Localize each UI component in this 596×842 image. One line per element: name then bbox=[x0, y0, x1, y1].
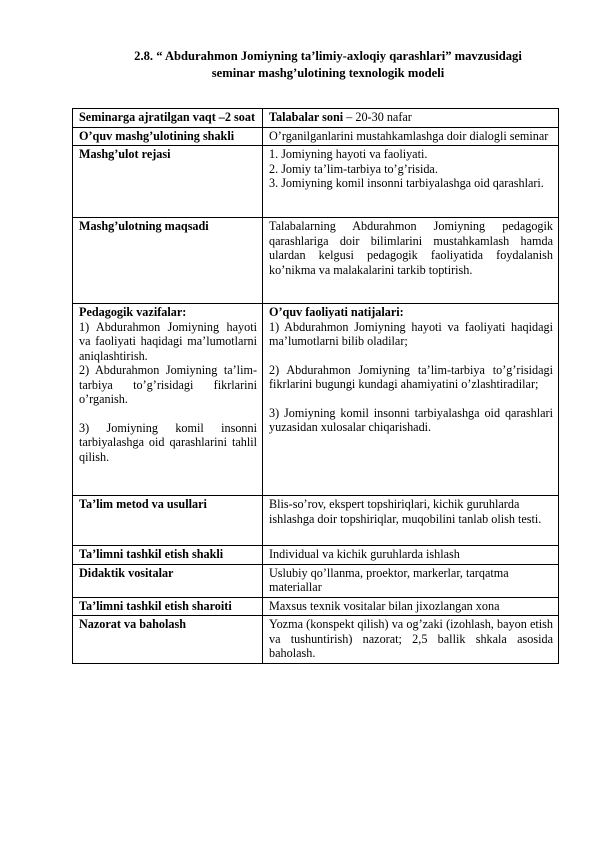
row-label-methods: Ta’lim metod va usullari bbox=[73, 496, 263, 546]
plan-item: 1. Jomiyning hayoti va faoliyati. bbox=[269, 147, 428, 161]
table-row bbox=[73, 496, 559, 546]
outcome-item: 1) Abdurahmon Jomiyning hayoti va faoliyati haqidagi ma’lumotlarni bilib oladilar; bbox=[269, 319, 553, 348]
plan-item: 2. Jomiy ta’lim-tarbiya to’g’risida. bbox=[269, 161, 438, 176]
task-item: 1) Abdurahmon Jomiyning hayoti va faoliyati haqidagi ma’lumotlarni aniqlashtirish. bbox=[79, 319, 257, 363]
task-item: 2) Abdurahmon Jomiyning ta’lim-tarbiya to’g’risidagi fikrlarini o’rganish. bbox=[79, 363, 257, 406]
table-row bbox=[73, 127, 559, 146]
row-value-plan bbox=[263, 146, 559, 218]
row-label-organization: Ta’limni tashkil etish shakli bbox=[73, 546, 263, 565]
pedagogical-tasks-heading: Pedagogik vazifalar: bbox=[79, 305, 187, 319]
pedagogical-tasks-cell bbox=[73, 304, 263, 496]
row-value-conditions: Maxsus texnik vositalar bilan jixozlangan xona bbox=[263, 597, 559, 616]
row-value-methods: Blis-so’rov, ekspert topshiriqlari, kichik guruhlarda ishlashga doir topshiriqlar, muqobilini tanlab olish testi. bbox=[263, 496, 559, 546]
row-value-assessment: Yozma (konspekt qilish) va og’zaki (izohlash, bayon etish va tushuntirish) nazorat; 2,5 ballik shkala asosida baholash. bbox=[263, 616, 559, 664]
title-line-2: seminar mashg’ulotining texnologik modeli bbox=[211, 66, 445, 80]
outcome-item: 3) Jomiyning komil insonni tarbiyalashga oid qarashlari yuzasidan xulosalar chiqarishadi. bbox=[269, 405, 553, 434]
plan-item: 3. Jomiyning komil insonni tarbiyalashga oid qarashlari. bbox=[269, 176, 544, 190]
table-row bbox=[73, 597, 559, 616]
learning-outcomes-cell bbox=[263, 304, 559, 496]
row-value-didactic: Uslubiy qo’llanma, proektor, markerlar, tarqatma materiallar bbox=[263, 564, 559, 597]
row-value-organization: Individual va kichik guruhlarda ishlash bbox=[263, 546, 559, 565]
row-label-conditions: Ta’limni tashkil etish sharoiti bbox=[73, 597, 263, 616]
table-row bbox=[73, 218, 559, 304]
row-value-goal: Talabalarning Abdurahmon Jomiyning pedagogik qarashlariga doir bilimlarini mustahkamlash hamda ulardan kelgusi pedagogik faoliyatida foydalanish ko’nikma va malakalarini tarkib toptirish. bbox=[263, 218, 559, 304]
row-label-didactic: Didaktik vositalar bbox=[73, 564, 263, 597]
row-label-time: Seminarga ajratilgan vaqt –2 soat bbox=[73, 109, 263, 128]
row-label-form: O’quv mashg’ulotining shakli bbox=[73, 127, 263, 146]
table-row bbox=[73, 304, 559, 496]
task-item: 3) Jomiyning komil insonni tarbiyalashga oid qarashlarini tahlil qilish. bbox=[79, 420, 257, 464]
row-value-form: O’rganilganlarini mustahkamlashga doir dialogli seminar bbox=[263, 127, 559, 146]
learning-outcomes-heading: O’quv faoliyati natijalari: bbox=[269, 305, 404, 319]
table-row bbox=[73, 616, 559, 664]
students-label: Talabalar soni bbox=[269, 110, 344, 124]
row-label-plan: Mashg’ulot rejasi bbox=[73, 146, 263, 218]
table-row bbox=[73, 546, 559, 565]
outcome-item: 2) Abdurahmon Jomiyning ta’lim-tarbiya to’g’risidagi fikrlarini bugungi kundagi ahamiyatini o’zlashtiradilar; bbox=[269, 362, 553, 391]
document-title bbox=[60, 48, 596, 82]
seminar-model-table bbox=[72, 108, 559, 664]
title-line-1: 2.8. “ Abdurahmon Jomiyning ta’limiy-axloqiy qarashlari” mavzusidagi bbox=[134, 49, 522, 63]
row-value-students bbox=[263, 109, 559, 128]
row-label-assessment: Nazorat va baholash bbox=[73, 616, 263, 664]
table-row bbox=[73, 146, 559, 218]
table-row bbox=[73, 564, 559, 597]
table-row bbox=[73, 109, 559, 128]
students-value: – 20-30 nafar bbox=[343, 110, 412, 124]
row-label-goal: Mashg’ulotning maqsadi bbox=[73, 218, 263, 304]
